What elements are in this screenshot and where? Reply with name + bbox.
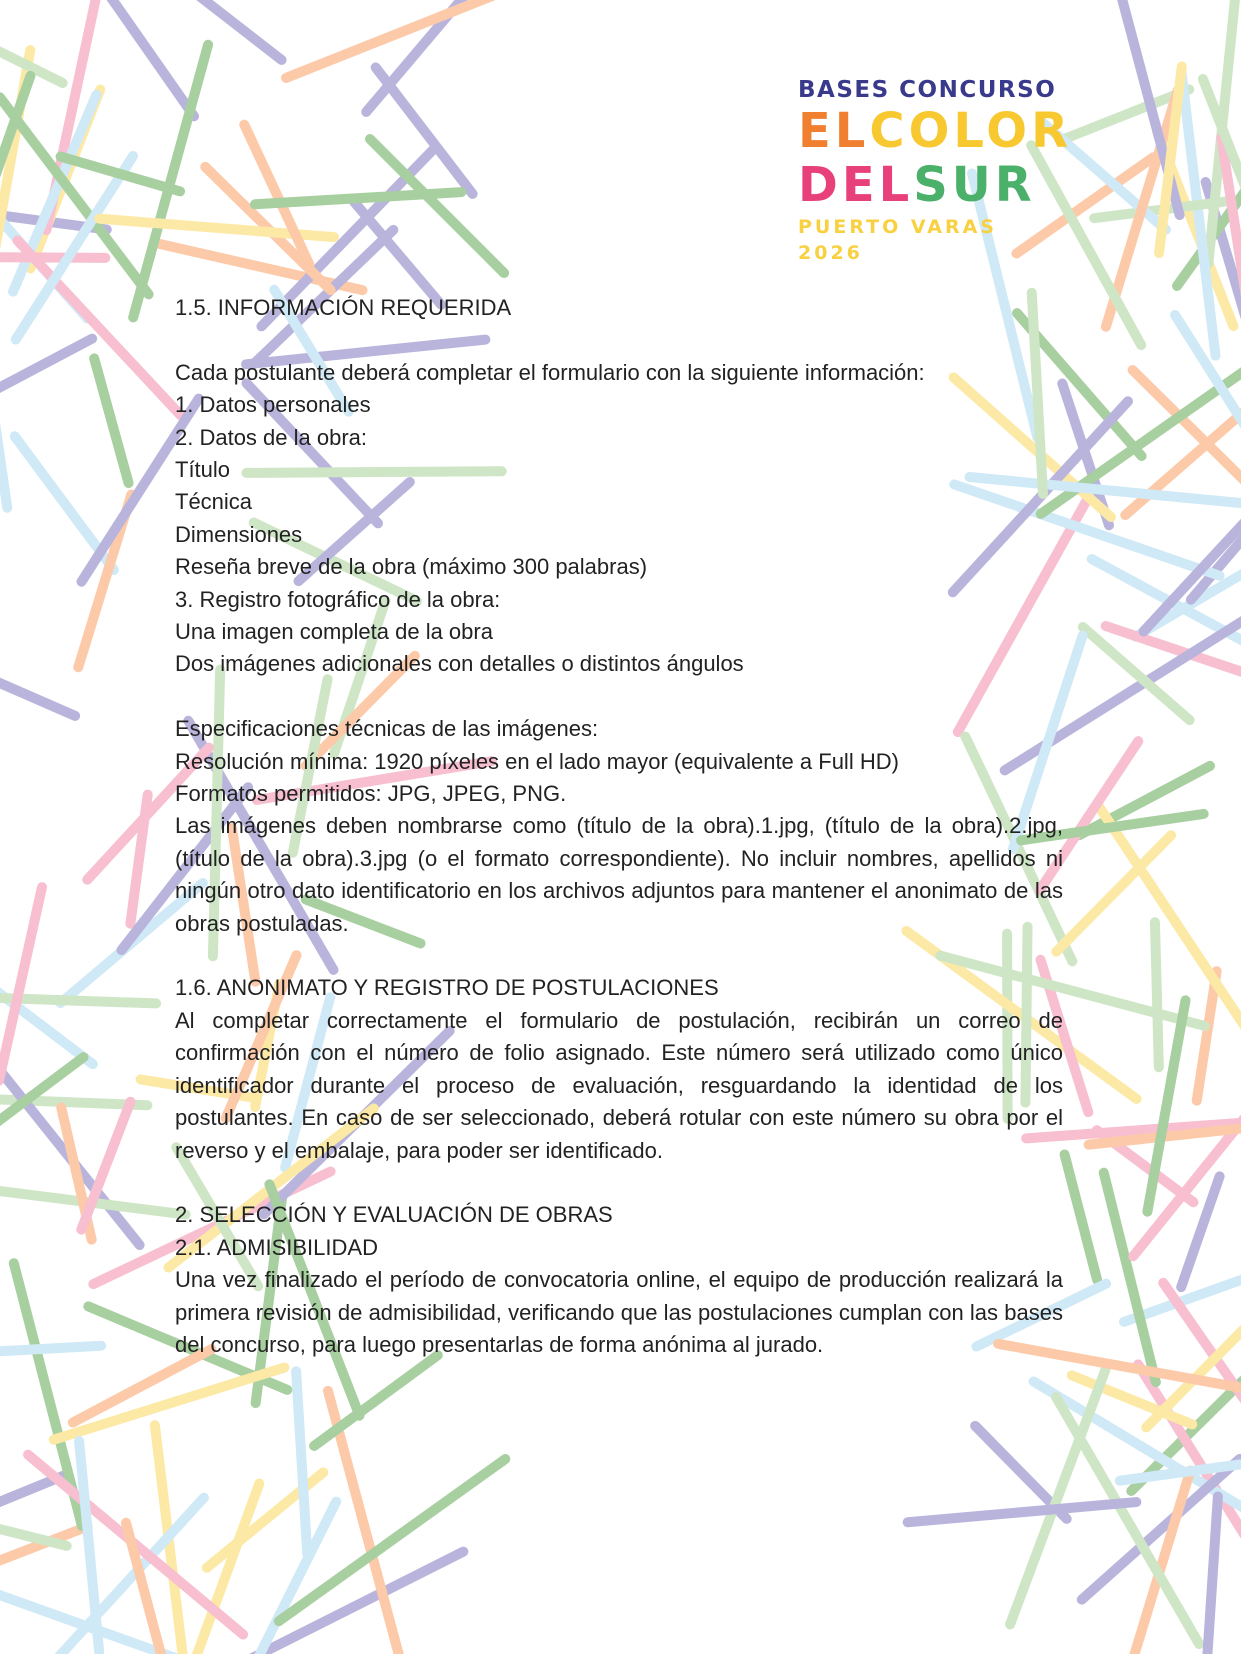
document-body [175,292,1063,1361]
header-tagline: PUERTO VARAS 2026 [798,216,997,264]
title-word-sur: SUR [913,157,1036,213]
confetti-stick [908,1502,1137,1522]
confetti-stick [1155,922,1159,1067]
list-item: Reseña breve de la obra (máximo 300 palabras) [175,554,648,580]
header-title-line-1 [798,103,1073,159]
confetti-stick [1197,971,1217,1100]
confetti-stick [1065,1154,1097,1279]
confetti-stick [1133,1057,1241,1256]
header-kicker: BASES CONCURSO [798,77,1057,103]
confetti-stick [0,257,105,258]
confetti-stick [61,157,180,192]
section-1-6-title: 1.6. ANONIMATO Y REGISTRO DE POSTULACIONES [175,975,719,1001]
section-1-6-body: Al completar correctamente el formulario de postulación, recibirán un correo de confirmación con el número de folio asignado. Este número será utilizado como único identificador durante el proceso de evaluación, resguardando la identidad de los postulantes. En caso de ser seleccionado, deberá rotular con este número su obra por el reverso y el embalaje, para poder ser identificado. [175,1007,1063,1163]
confetti-stick [94,358,128,483]
list-item: Técnica [175,489,253,515]
contest-header [798,76,1073,266]
specs-title: Especificaciones técnicas de las imágenes: [175,716,599,742]
list-item: Formatos permitidos: JPG, JPEG, PNG. [175,781,567,807]
title-word-color: COLOR [869,103,1073,159]
list-item: 1. Datos personales [175,392,371,418]
header-title-line-2 [798,158,1068,212]
section-2-1-body: Una vez finalizado el período de convocatoria online, el equipo de producción realizará la primera revisión de admisibilidad, verificando que las postulaciones cumplan con las bases del concurso, para luego presentarlas de forma anónima al jurado. [175,1267,1063,1357]
confetti-stick [1206,1496,1217,1654]
confetti-stick [0,887,42,1080]
list-item: Una imagen completa de la obra [175,619,493,645]
confetti-stick [376,67,473,193]
list-item: Título [175,457,231,483]
list-item: 3. Registro fotográfico de la obra: [175,586,501,612]
specs-naming-paragraph: Las imágenes deben nombrarse como (título de la obra).1.jpg, (título de la obra).2.jpg, (título de la obra).3.jpg (o el formato correspondiente). No incluir nombres, apellidos ni ningún otro dato identificatorio en los archivos adjuntos para mantener el anonimato de las obras postuladas. [175,813,1063,936]
confetti-stick [0,1346,101,1356]
section-1-5-intro: Cada postulante deberá completar el formulario con la siguiente información: [175,359,925,385]
confetti-stick [0,996,156,1004]
list-item: Dos imágenes adicionales con detalles o distintos ángulos [175,651,744,677]
list-item: Dimensiones [175,521,303,547]
confetti-stick [0,1516,67,1546]
confetti-stick [0,635,75,716]
section-2-title: 2. SELECCIÓN Y EVALUACIÓN DE OBRAS [175,1202,613,1228]
confetti-stick [366,0,469,112]
section-1-5-title: 1.5. INFORMACIÓN REQUERIDA [175,295,512,320]
confetti-stick [54,1368,285,1440]
confetti-stick [370,139,504,273]
list-item: Resolución mínima: 1920 píxeles en el lado mayor (equivalente a Full HD) [175,748,899,774]
confetti-stick [213,1552,463,1654]
list-item: 2. Datos de la obra: [175,424,368,450]
confetti-stick [296,1371,307,1554]
section-2-1-title: 2.1. ADMISIBILIDAD [175,1234,378,1260]
confetti-stick [0,306,7,507]
title-word-el: EL [798,103,870,159]
title-word-del: DEL [798,157,914,213]
